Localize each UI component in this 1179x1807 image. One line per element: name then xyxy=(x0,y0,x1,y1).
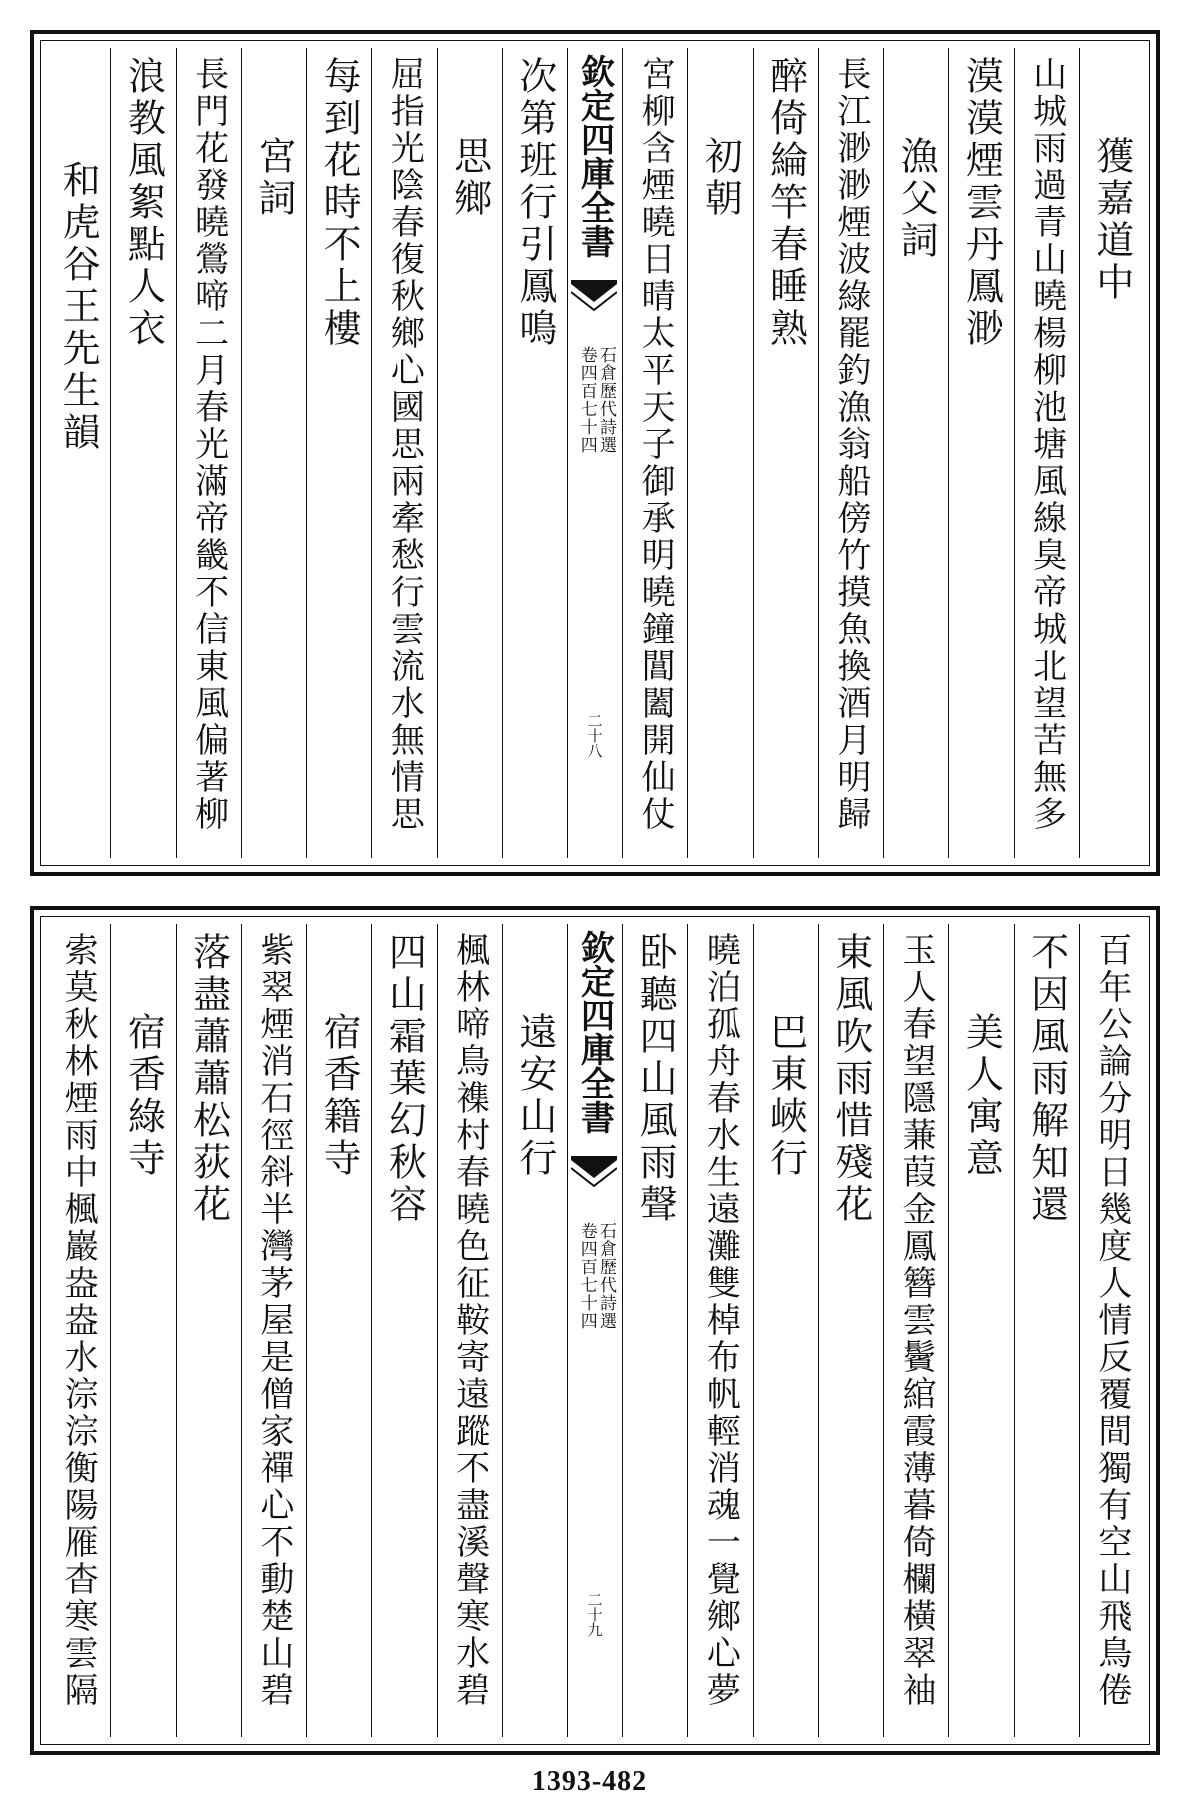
poem-title-column xyxy=(241,48,306,858)
poem-title-column xyxy=(437,48,502,858)
poem-title: 遠安山行 xyxy=(512,1012,557,1180)
volume-label: 卷四百七十四 xyxy=(576,1222,597,1330)
text-column xyxy=(687,924,752,1737)
poem-title: 思鄉 xyxy=(447,136,492,220)
poem-title-column xyxy=(687,48,752,858)
top-page-panel xyxy=(30,30,1160,876)
text-column xyxy=(371,924,436,1737)
text-column xyxy=(753,48,818,858)
poem-line: 玉人春望隱蒹葭金鳳簪雲鬢綰霞薄暮倚欄橫翠袖 xyxy=(896,932,937,1709)
bottom-page-panel xyxy=(30,906,1160,1755)
fish-tail-mark-icon xyxy=(571,1156,617,1196)
center-spine-column xyxy=(567,924,622,1737)
top-text-columns xyxy=(46,48,1144,858)
poem-title-column xyxy=(1079,48,1144,858)
poem-line: 楓林啼鳥襍村春曉色征鞍寄遠蹤不盡溪聲寒水碧 xyxy=(449,932,490,1709)
text-column xyxy=(110,48,175,858)
poem-title: 美人寓意 xyxy=(959,1012,1004,1180)
author-heading-column xyxy=(46,48,110,858)
text-column xyxy=(1014,924,1079,1737)
text-column xyxy=(1079,924,1144,1737)
folio-number: 二十九 xyxy=(585,1592,604,1637)
poem-title: 初朝 xyxy=(698,136,743,220)
poem-line: 每到花時不上樓 xyxy=(317,56,362,350)
poem-title: 宮詞 xyxy=(251,136,296,220)
text-column xyxy=(176,924,241,1737)
poem-title-column xyxy=(883,48,948,858)
poem-title: 獲嘉道中 xyxy=(1089,136,1134,304)
poem-line: 東風吹雨惜殘花 xyxy=(828,932,873,1226)
text-column xyxy=(622,48,687,858)
text-column xyxy=(883,924,948,1737)
text-column xyxy=(437,924,502,1737)
poem-line: 曉泊孤舟春水生遠灘雙棹布帆輕消魂一覺鄉心夢 xyxy=(700,932,741,1709)
poem-line: 次第班行引鳳鳴 xyxy=(512,56,557,350)
text-column xyxy=(46,924,110,1737)
poem-title: 漁父詞 xyxy=(894,136,939,262)
poem-title-column xyxy=(753,924,818,1737)
author-heading: 和虎谷王先生韻 xyxy=(56,160,101,454)
poem-title-column xyxy=(306,924,371,1737)
book-title: 欽定四庫全書 xyxy=(574,54,615,258)
text-column xyxy=(948,48,1013,858)
poem-line: 索莫秋林煙雨中楓巖盎盎水淙淙衡陽雁杳寒雲隔 xyxy=(58,932,99,1709)
poem-title-column xyxy=(502,924,567,1737)
fish-tail-mark-icon xyxy=(571,280,617,320)
page-number: 1393-482 xyxy=(531,1766,648,1797)
poem-title: 巴東峽行 xyxy=(763,1012,808,1180)
poem-line: 山城雨過青山曉楊柳池塘風線臭帝城北望苦無多 xyxy=(1026,56,1067,833)
poem-line: 浪教風絮點人衣 xyxy=(121,56,166,350)
poem-line: 四山霜葉幻秋容 xyxy=(382,932,427,1226)
text-column xyxy=(818,48,883,858)
text-column xyxy=(502,48,567,858)
poem-line: 卧聽四山風雨聲 xyxy=(633,932,678,1226)
series-title: 石倉歷代詩選 xyxy=(596,346,616,454)
poem-title-column xyxy=(948,924,1013,1737)
poem-title-column xyxy=(110,924,175,1737)
folio-number: 二十八 xyxy=(585,713,604,758)
poem-line: 長門花發曉鶯啼二月春光滿帝畿不信東風偏著柳 xyxy=(188,56,229,833)
poem-line: 漠漠煙雲丹鳳渺 xyxy=(959,56,1004,350)
poem-line: 落盡蕭蕭松荻花 xyxy=(186,932,231,1226)
center-spine-column xyxy=(567,48,622,858)
poem-line: 紫翠煙消石徑斜半灣茅屋是僧家禪心不動楚山碧 xyxy=(253,932,294,1709)
poem-title: 宿香籍寺 xyxy=(317,1012,362,1180)
text-column xyxy=(818,924,883,1737)
volume-label: 卷四百七十四 xyxy=(576,346,597,454)
series-title: 石倉歷代詩選 xyxy=(596,1222,616,1330)
text-column xyxy=(1014,48,1079,858)
book-title: 欽定四庫全書 xyxy=(574,930,615,1134)
poem-line: 百年公論分明日幾度人情反覆間獨有空山飛鳥倦 xyxy=(1091,932,1132,1709)
text-column xyxy=(622,924,687,1737)
poem-line: 屈指光陰春復秋鄉心國思兩牽愁行雲流水無情思 xyxy=(384,56,425,833)
poem-line: 宮柳含煙曉日晴太平天子御承明曉鐘閶闔開仙仗 xyxy=(635,56,676,833)
text-column xyxy=(176,48,241,858)
poem-title: 宿香綠寺 xyxy=(121,1012,166,1180)
poem-line: 不因風雨解知還 xyxy=(1024,932,1069,1226)
bottom-text-columns xyxy=(46,924,1144,1737)
text-column xyxy=(306,48,371,858)
text-column xyxy=(371,48,436,858)
text-column xyxy=(241,924,306,1737)
poem-line: 長江渺渺煙波綠罷釣漁翁船傍竹摸魚換酒月明歸 xyxy=(830,56,871,833)
poem-line: 醉倚綸竿春睡熟 xyxy=(763,56,808,350)
